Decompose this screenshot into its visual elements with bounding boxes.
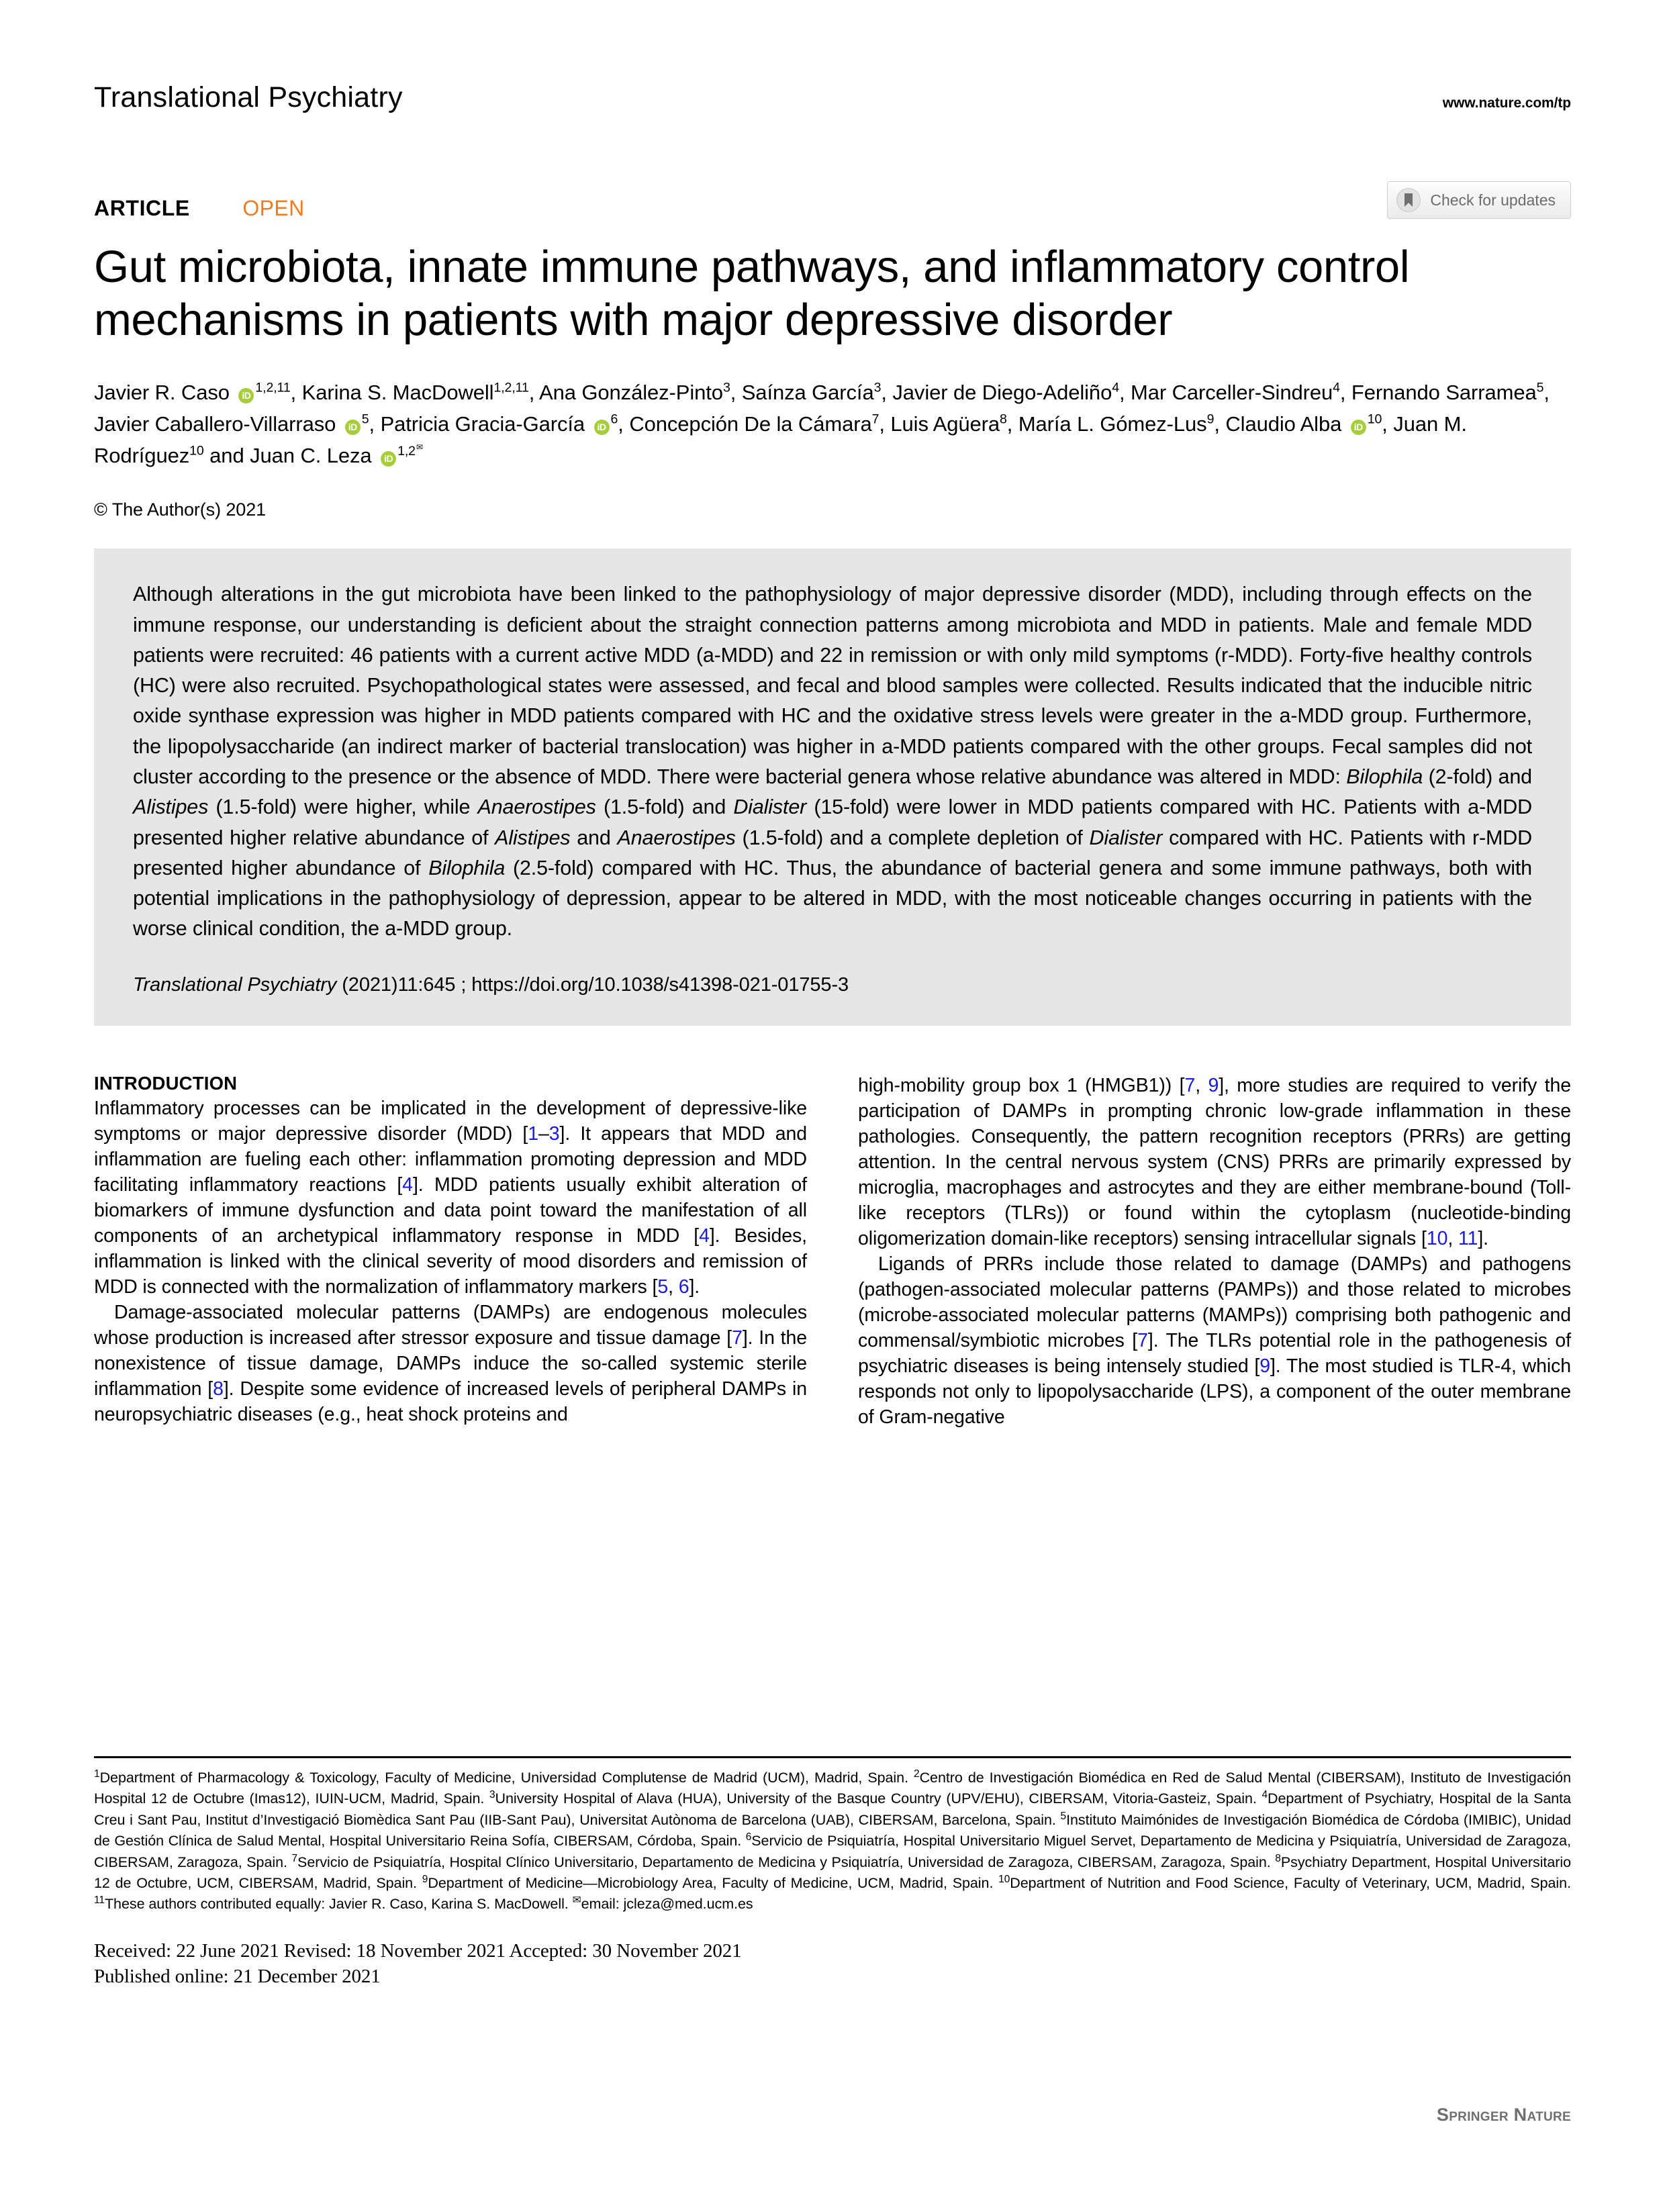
article-type-label: ARTICLE xyxy=(94,196,190,220)
author-list: Javier R. Caso iD$^{1,2,11}$, Karina S. MacDowell$^{1,2,11}$, Ana González-Pinto$^3$, Saínza García$^3$, Javier de Diego-Adeliño$^4$, Mar Carceller-Sindreu$^4$, Fernando Sarramea$^5$, Javier Caballero-Villarraso $iD^5$, Patricia Gracia-García $iD^6$, Concepción De la Cámara$^7$, Luis Agüera$^8$, María L. Gómez-Lus$^9$, Claudio Alba $iD^{10}$, Juan M. Rodríguez$^{10}$ and Juan C. Leza $iD^{1,2^✉}$ xyxy=(94,380,1550,468)
page-title: Gut microbiota, innate immune pathways, and inflammatory control mechanisms in patients with major depressive disorder xyxy=(94,242,1410,346)
footnote-divider xyxy=(94,1756,1571,1758)
copyright-line: © The Author(s) 2021 xyxy=(94,499,267,520)
abstract-text: Although alterations in the gut microbiota have been linked to the pathophysiology of major depressive disorder (MDD), including through effects on the immune response, our understanding is deficient about the straight connection patterns among microbiota and MDD in patients. Male and female MDD patients were recruited: 46 patients with a current active MDD (a-MDD) and 22 in remission or with only mild symptoms (r-MDD). Forty-five healthy controls (HC) were also recruited. Psychopathological states were assessed, and fecal and blood samples were collected. Results indicated that the inducible nitric oxide synthase expression was higher in MDD patients compared with HC and the oxidative stress levels were greater in the a-MDD group. Furthermore, the lipopolysaccharide (an indirect marker of bacterial translocation) was higher in a-MDD patients compared with the other groups. Fecal samples did not cluster according to the presence or the absence of MDD. There were bacterial genera whose relative abundance was altered in MDD: Bilophila (2-fold) and Alistipes (1.5-fold) were higher, while Anaerostipes (1.5-fold) and Dialister (15-fold) were lower in MDD patients compared with HC. Patients with a-MDD presented higher relative abundance of Alistipes and Anaerostipes (1.5-fold) and a complete depletion of Dialister compared with HC. Patients with r-MDD presented higher abundance of Bilophila (2.5-fold) compared with HC. Thus, the abundance of bacterial genera and some immune pathways, both with potential implications in the pathophysiology of depression, appear to be altered in MDD, with the most noticeable changes occurring in patients with the worse clinical condition, the a-MDD group. xyxy=(133,583,1532,941)
affiliations-text: $^1$Department of Pharmacology & Toxicology, Faculty of Medicine, Universidad Complutense de Madrid (UCM), Madrid, Spain. $^2$Centro de Investigación Biomédica en Red de Salud Mental (CIBERSAM), Instituto de Investigación Hospital 12 de Octubre (Imas12), IUIN-UCM, Madrid, Spain. $^3$University Hospital of Alava (HUA), University of the Basque Country (UPV/EHU), CIBERSAM, Vitoria-Gasteiz, Spain. $^4$Department of Psychiatry, Hospital de la Santa Creu i Sant Pau, Institut d’Investigació Biomèdica Sant Pau (IIB-Sant Pau), Universitat Autònoma de Barcelona (UAB), CIBERSAM, Barcelona, Spain. $^5$Instituto Maimónides de Investigación Biomédica de Córdoba (IMIBIC), Unidad de Gestión Clínica de Salud Mental, Hospital Universitario Reina Sofía, CIBERSAM, Córdoba, Spain. $^6$Servicio de Psiquiatría, Hospital Universitario Miguel Servet, Departamento de Medicina y Psiquiatría, Universidad de Zaragoza, CIBERSAM, Zaragoza, Spain. $^7$Servicio de Psiquiatría, Hospital Clínico Universitario, Departamento de Medicina y Psiquiatría, Universidad de Zaragoza, CIBERSAM, Zaragoza, Spain. $^8$Psychiatry Department, Hospital Universitario 12 de Octubre, UCM, CIBERSAM, Madrid, Spain. $^9$Department of Medicine—Microbiology Area, Faculty of Medicine, UCM, Madrid, Spain. $^{10}$Department of Nutrition and Food Science, Faculty of Veterinary, UCM, Madrid, Spain. $^{11}$These authors contributed equally: Javier R. Caso, Karina S. MacDowell. ✉email: jcleza@med.ucm.es xyxy=(94,1768,1572,1913)
paragraph: Inflammatory processes can be implicated in the development of depressive-like symptoms or major depressive disorder (MDD) [1–3]. It appears that MDD and inflammation are fueling each other: inflammation promoting depression and MDD facilitating inflammatory reactions [4]. MDD patients usually exhibit alteration of biomarkers of immune dysfunction and data point toward the manifestation of all components of an archetypical inflammatory response in MDD [4]. Besides, inflammation is linked with the clinical severity of mood disorders and remission of MDD is connected with the normalization of inflammatory markers [5, 6]. xyxy=(94,1097,808,1298)
paragraph: high-mobility group box 1 (HMGB1)) [7, 9], more studies are required to verify the participation of DAMPs in prompting chronic low-grade inflammation in these pathologies. Consequently, the pattern recognition receptors (PRRs) are getting attention. In the central nervous system (CNS) PRRs are primarily expressed by microglia, macrophages and astrocytes and they are either membrane-bound (Toll-like receptors (TLRs)) or found within the cytoplasm (nucleotide-binding oligomerization domain-like receptors) sensing intracellular signals [10, 11]. xyxy=(858,1074,1571,1249)
article-label-row xyxy=(94,191,1571,231)
orcid-icon[interactable]: iD xyxy=(345,420,361,435)
abstract-box xyxy=(94,548,1571,1025)
journal-url[interactable]: www.nature.com/tp xyxy=(1442,95,1571,111)
abstract-citation[interactable]: Translational Psychiatry (2021)11:645 ; https://doi.org/10.1038/s41398-021-01755-3 xyxy=(133,973,849,996)
journal-name: Translational Psychiatry xyxy=(94,81,403,113)
column-left xyxy=(94,1073,807,1431)
publication-dates xyxy=(94,1938,1571,1990)
footnotes xyxy=(94,1756,1571,1989)
column-right xyxy=(858,1073,1571,1431)
received-revised-accepted-line: Received: 22 June 2021 Revised: 18 November 2021 Accepted: 30 November 2021 xyxy=(94,1939,742,1962)
paragraph: Damage-associated molecular patterns (DAMPs) are endogenous molecules whose production is increased after stressor exposure and tissue damage [7]. In the nonexistence of tissue damage, DAMPs induce the so-called systemic sterile inflammation [8]. Despite some evidence of increased levels of peripheral DAMPs in neuropsychiatric diseases (e.g., heat shock proteins and xyxy=(94,1302,807,1426)
published-online-line: Published online: 21 December 2021 xyxy=(94,1965,381,1987)
open-access-label: OPEN xyxy=(242,196,305,220)
section-heading-introduction: INTRODUCTION xyxy=(94,1072,238,1094)
body-columns xyxy=(94,1073,1571,1431)
orcid-icon[interactable]: iD xyxy=(381,451,396,467)
check-for-updates-label: Check for updates xyxy=(1430,191,1556,209)
running-head xyxy=(94,0,1571,114)
orcid-icon[interactable]: iD xyxy=(1351,420,1366,435)
check-for-updates-badge[interactable] xyxy=(1387,181,1571,219)
paragraph: Ligands of PRRs include those related to damage (DAMPs) and pathogens (pathogen-associated molecular patterns (PAMPs)) and those related to microbes (microbe-associated molecular patterns (MAMPs)) comprising both pathogenic and commensal/symbiotic microbes [7]. The TLRs potential role in the pathogenesis of psychiatric diseases is being intensely studied [9]. The most studied is TLR-4, which responds not only to lipopolysaccharide (LPS), a component of the outer membrane of Gram-negative xyxy=(858,1253,1572,1429)
publisher-logo: Springer Nature xyxy=(1436,2105,1571,2125)
orcid-icon[interactable]: iD xyxy=(238,388,254,403)
orcid-icon[interactable]: iD xyxy=(594,420,610,435)
bookmark-icon xyxy=(1396,188,1421,212)
